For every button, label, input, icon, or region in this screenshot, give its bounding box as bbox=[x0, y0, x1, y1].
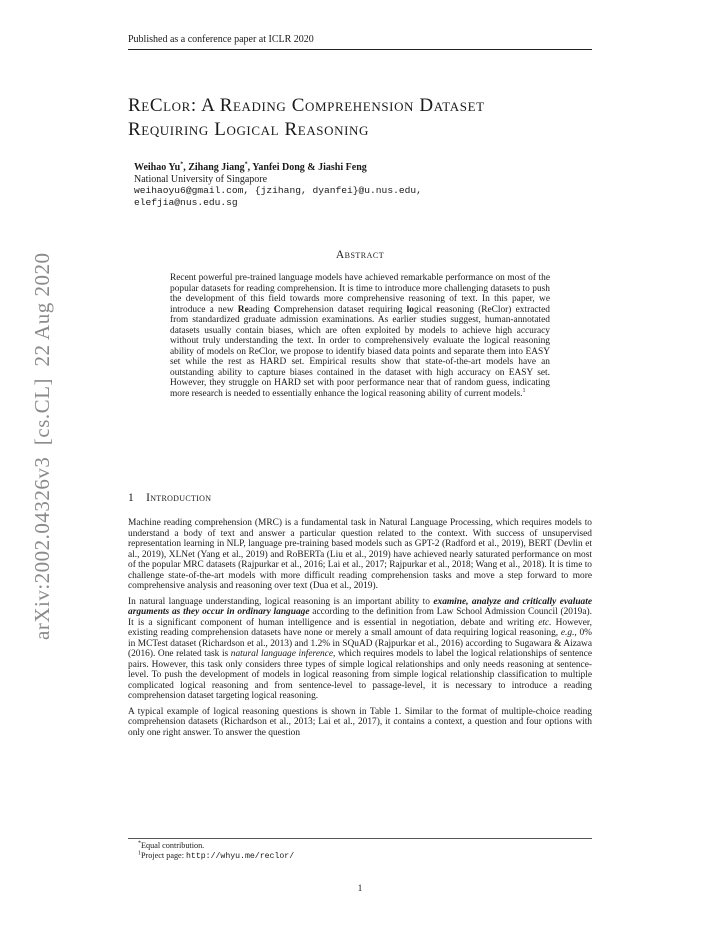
paper-title bbox=[128, 94, 608, 142]
footnote-equal-contribution: *Equal contribution. bbox=[138, 840, 205, 850]
project-page-link[interactable]: http://whyu.me/reclor/ bbox=[186, 852, 295, 861]
title-line-2: Requiring Logical Reasoning bbox=[128, 119, 370, 140]
author-block bbox=[134, 162, 594, 208]
author-names: Weihao Yu*, Zihang Jiang*, Yanfei Dong & Jiashi Feng bbox=[134, 161, 367, 173]
footnote-project-page: $^1$Project page: http://whyu.me/reclor/ bbox=[138, 850, 295, 861]
section-title: Introduction bbox=[146, 492, 212, 504]
intro-paragraph-2: In natural language understanding, logical reasoning is an important ability to examine, analyze and critically evaluate arguments as they occur in ordinary language according to the definition from Law School Admission Council (2019a). It is a significant component of human intelligence and is essential in negotiation, debate and writing etc. However, existing reading comprehension datasets have none or merely a small amount of data requiring logical reasoning, e.g., 0% in MCTest dataset (Richardson et al., 2013) and 1.2% in SQuAD (Rajpurkar et al., 2016) according to Sugawara & Aizawa (2016). One related task is natural language inference, which requires models to label the logical relationships of sentence pairs. However, this task only considers three types of simple logical relationships and only needs reasoning at sentence-level. To push the development of models in logical reasoning from simple logical relationship classification to multiple complicated logical reasoning and from sentence-level to passage-level, it is necessary to introduce a reading comprehension dataset targeting logical reasoning. bbox=[128, 596, 592, 701]
abstract-text: Recent powerful pre-trained language models have achieved remarkable performance on most of the popular datasets for reading comprehension. It is time to introduce more challenging datasets to push the development of this field towards more comprehensive reasoning of text. In this paper, we introduce a new Reading Comprehension dataset requiring logical reasoning (ReClor) extracted from standardized graduate admission examinations. As earlier studies suggest, human-annotated datasets usually contain biases, which are often exploited by models to achieve high accuracy without truly understanding the text. In order to comprehensively evaluate the logical reasoning ability of models on ReClor, we propose to identify biased data points and separate them into EASY set while the rest as HARD set. Empirical results show that state-of-the-art models have an outstanding ability to capture biases contained in the dataset with high accuracy on EASY set. However, they struggle on HARD set with poor performance near that of random guess, indicating more research is needed to essentially enhance the logical reasoning ability of current models.$^1$ bbox=[170, 273, 550, 400]
arxiv-identifier: arXiv:2002.04326v3 [cs.CL] 22 Aug 2020 bbox=[30, 252, 54, 640]
title-line-1: ReClor: A Reading Comprehension Dataset bbox=[128, 95, 485, 116]
conference-header: Published as a conference paper at ICLR 2020 bbox=[128, 34, 592, 50]
footnotes bbox=[128, 838, 592, 862]
intro-paragraph-1: Machine reading comprehension (MRC) is a fundamental task in Natural Language Processing, which requires models to understand a body of text and answer a particular question related to the context. With success of unsupervised representation learning in NLP, language pre-training based models such as GPT-2 (Radford et al., 2019), BERT (Devlin et al., 2019), XLNet (Yang et al., 2019) and RoBERTa (Liu et al., 2019) have achieved nearly saturated performance on most of the popular MRC datasets (Rajpurkar et al., 2016; Lai et al., 2017; Rajpurkar et al., 2018; Wang et al., 2018). It is time to challenge state-of-the-art models with more difficult reading comprehension tasks and move a step forward to more comprehensive analysis and reasoning over text (Dua et al., 2019). bbox=[128, 518, 592, 591]
page-number: 1 bbox=[357, 884, 363, 894]
intro-paragraph-3: A typical example of logical reasoning questions is shown in Table 1. Similar to the format of multiple-choice reading comprehension datasets (Richardson et al., 2013; Lai et al., 2017), it contains a context, a question and four options with only one right answer. To answer the question bbox=[128, 706, 592, 738]
section-heading-introduction bbox=[128, 492, 592, 504]
email-line-1: weihaoyu6@gmail.com, {jzihang, dyanfei}@u.nus.edu, bbox=[134, 185, 422, 196]
email-line-2: elefjia@nus.edu.sg bbox=[134, 196, 238, 208]
introduction-body bbox=[128, 518, 592, 743]
section-number: 1 bbox=[128, 492, 135, 504]
affiliation: National University of Singapore bbox=[134, 173, 268, 185]
abstract-heading: Abstract bbox=[335, 249, 385, 261]
